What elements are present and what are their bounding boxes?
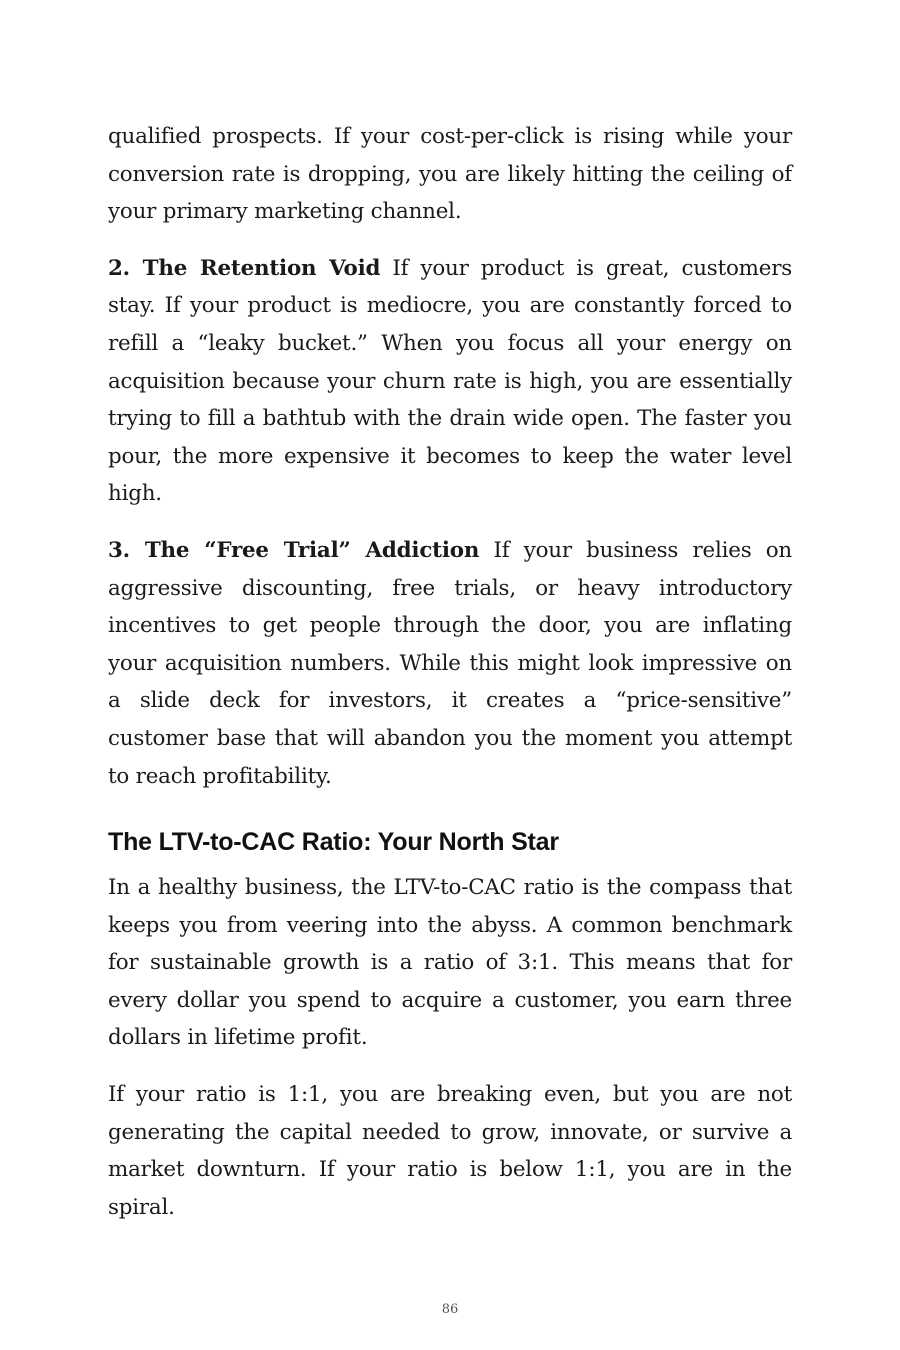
section-heading: The LTV-to-CAC Ratio: Your North Star xyxy=(108,828,559,857)
paragraph-free-trial-addiction xyxy=(108,532,792,795)
paragraph-ratio-spiral: If your ratio is 1:1, you are breaking even, but you are not generating the capital needed to grow, innovate, or survive a market downturn. If your ratio is below 1:1, you are in the spiral. xyxy=(108,1082,792,1220)
paragraph-acquisition-ceiling: qualified prospects. If your cost-per-click is rising while your conversion rate is dropping, you are likely hitting the ceiling of your primary marketing channel. xyxy=(108,124,792,225)
page-number: 86 xyxy=(441,1302,459,1317)
free-trial-heading: 3. The “Free Trial” Addiction xyxy=(108,537,480,563)
paragraph-retention-void xyxy=(108,250,792,513)
free-trial-text: If your business relies on aggressive discounting, free trials, or heavy introductory incentives to get people through the door, you are inflating your acquisition numbers. While this might look impressive on a slide deck for investors, it creates a “price-sensitive” customer base that will abandon you the moment you attempt to reach profitability. xyxy=(108,537,792,789)
retention-void-heading: 2. The Retention Void xyxy=(108,255,381,281)
retention-void-text: If your product is great, customers stay. If your product is mediocre, you are constantly forced to refill a “leaky bucket.” When you focus all your energy on acquisition because your churn rate is high, you are essentially trying to fill a bathtub with the drain wide open. The faster you pour, the more expensive it becomes to keep the water level high. xyxy=(108,255,793,507)
paragraph-ratio-benchmark: In a healthy business, the LTV-to-CAC ratio is the compass that keeps you from veering into the abyss. A common benchmark for sustainable growth is a ratio of 3:1. This means that for every dollar you spend to acquire a customer, you earn three dollars in lifetime profit. xyxy=(108,875,792,1051)
page-body xyxy=(108,118,792,1245)
